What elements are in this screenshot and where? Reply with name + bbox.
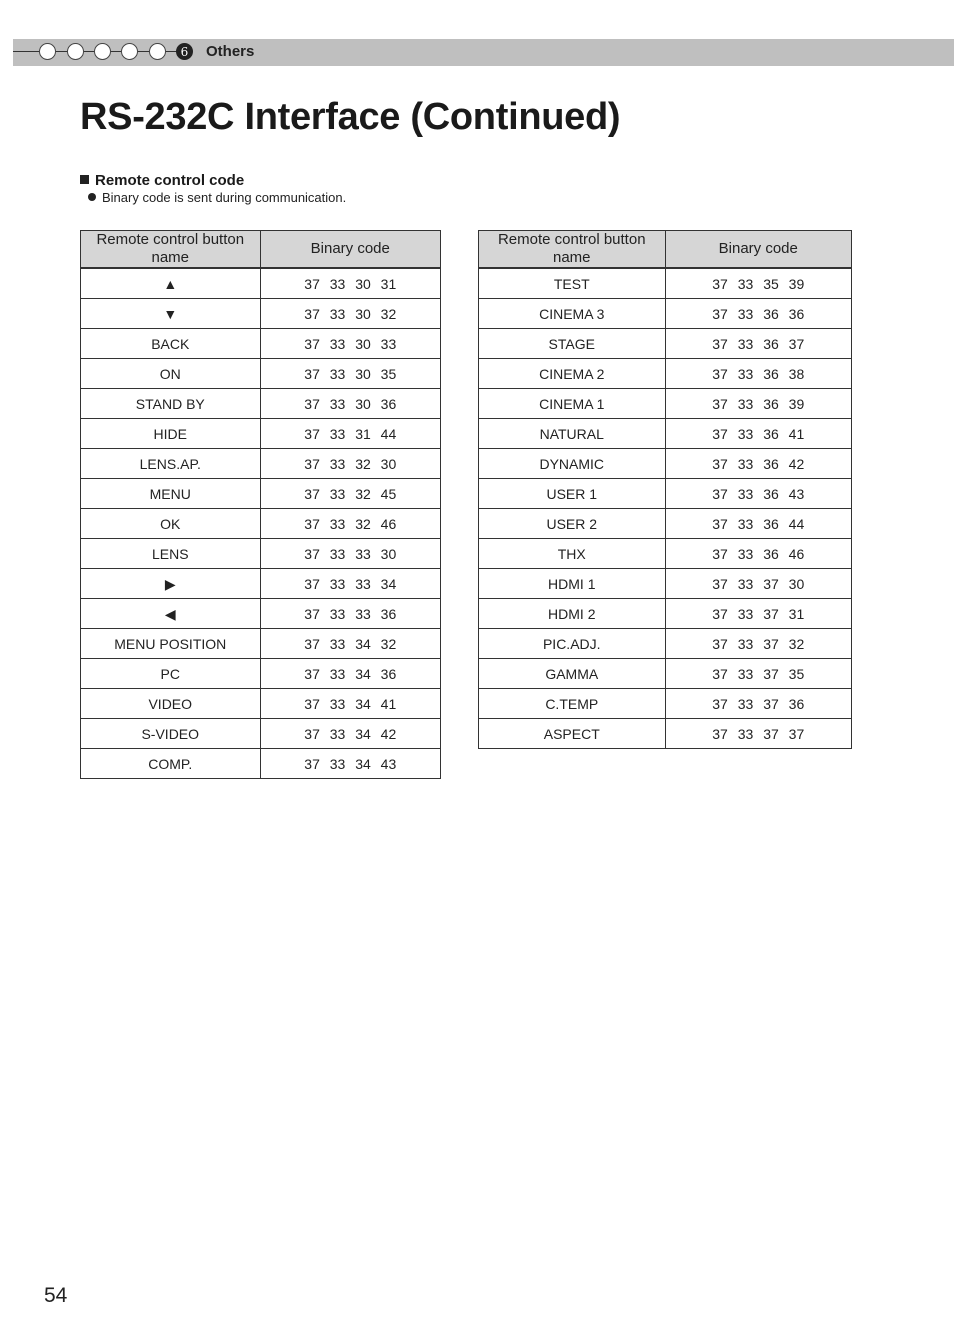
binary-code-cell: 37 33 36 36	[665, 299, 851, 329]
button-name-cell: ▼	[81, 299, 261, 329]
binary-code-cell: 37 33 37 30	[665, 569, 851, 599]
button-name-cell: VIDEO	[81, 689, 261, 719]
button-name-cell: DYNAMIC	[479, 449, 666, 479]
button-name-cell: OK	[81, 509, 261, 539]
binary-code-cell: 37 33 33 30	[260, 539, 440, 569]
button-name-cell: TEST	[479, 268, 666, 299]
binary-code-cell: 37 33 34 36	[260, 659, 440, 689]
binary-code-cell: 37 33 34 42	[260, 719, 440, 749]
table-row	[479, 359, 852, 389]
table-row	[81, 599, 441, 629]
table-row	[479, 389, 852, 419]
table-row	[479, 539, 852, 569]
button-name-cell: LENS.AP.	[81, 449, 261, 479]
table-row	[479, 629, 852, 659]
table-row	[81, 569, 441, 599]
table-row	[479, 659, 852, 689]
table-row	[81, 268, 441, 299]
binary-code-cell: 37 33 36 38	[665, 359, 851, 389]
binary-code-cell: 37 33 34 41	[260, 689, 440, 719]
section-label: Others	[206, 43, 255, 60]
binary-code-cell: 37 33 34 32	[260, 629, 440, 659]
binary-code-cell: 37 33 36 41	[665, 419, 851, 449]
table-row	[81, 479, 441, 509]
binary-code-cell: 37 33 35 39	[665, 268, 851, 299]
remote-code-table-right	[478, 230, 852, 749]
note	[88, 190, 346, 205]
button-name-cell: ASPECT	[479, 719, 666, 749]
binary-code-cell: 37 33 36 39	[665, 389, 851, 419]
button-name-cell: CINEMA 2	[479, 359, 666, 389]
section-step-4-icon	[121, 43, 138, 60]
button-name-cell: ◀	[81, 599, 261, 629]
button-name-cell: NATURAL	[479, 419, 666, 449]
round-bullet-icon	[88, 193, 96, 201]
button-name-cell: PIC.ADJ.	[479, 629, 666, 659]
sub-heading-text: Remote control code	[95, 172, 245, 189]
button-name-cell: USER 1	[479, 479, 666, 509]
button-name-cell: CINEMA 3	[479, 299, 666, 329]
button-name-cell: C.TEMP	[479, 689, 666, 719]
binary-code-cell: 37 33 37 35	[665, 659, 851, 689]
binary-code-cell: 37 33 36 42	[665, 449, 851, 479]
button-name-cell: GAMMA	[479, 659, 666, 689]
button-name-cell: THX	[479, 539, 666, 569]
button-name-cell: ▲	[81, 268, 261, 299]
section-step-1-icon	[39, 43, 56, 60]
button-name-cell: HDMI 1	[479, 569, 666, 599]
binary-code-cell: 37 33 32 45	[260, 479, 440, 509]
section-step-5-icon	[149, 43, 166, 60]
table-row	[81, 629, 441, 659]
button-name-cell: BACK	[81, 329, 261, 359]
table-header-row	[81, 231, 441, 269]
page-title: RS-232C Interface (Continued)	[80, 96, 621, 138]
button-name-cell: MENU POSITION	[81, 629, 261, 659]
binary-code-cell: 37 33 36 37	[665, 329, 851, 359]
table-row	[81, 419, 441, 449]
binary-code-cell: 37 33 33 34	[260, 569, 440, 599]
binary-code-cell: 37 33 33 36	[260, 599, 440, 629]
table-row	[479, 509, 852, 539]
binary-code-cell: 37 33 34 43	[260, 749, 440, 779]
table-row	[81, 389, 441, 419]
column-header-name: Remote control button name	[479, 231, 666, 269]
section-step-3-icon	[94, 43, 111, 60]
table-row	[479, 719, 852, 749]
button-name-cell: STAND BY	[81, 389, 261, 419]
button-name-cell: HDMI 2	[479, 599, 666, 629]
table-row	[81, 719, 441, 749]
section-step-2-icon	[67, 43, 84, 60]
button-name-cell: LENS	[81, 539, 261, 569]
note-text: Binary code is sent during communication.	[102, 190, 347, 205]
button-name-cell: ▶	[81, 569, 261, 599]
section-step-current: 6	[176, 43, 193, 60]
binary-code-cell: 37 33 37 37	[665, 719, 851, 749]
table-row	[479, 599, 852, 629]
table-row	[479, 268, 852, 299]
binary-code-cell: 37 33 30 36	[260, 389, 440, 419]
column-header-code: Binary code	[260, 231, 440, 269]
table-row	[81, 539, 441, 569]
button-name-cell: USER 2	[479, 509, 666, 539]
table-row	[81, 659, 441, 689]
binary-code-cell: 37 33 37 36	[665, 689, 851, 719]
table-row	[81, 449, 441, 479]
button-name-cell: COMP.	[81, 749, 261, 779]
sub-heading	[80, 172, 244, 189]
square-bullet-icon	[80, 175, 89, 184]
table-row	[81, 329, 441, 359]
remote-code-table-left	[80, 230, 441, 779]
binary-code-cell: 37 33 37 32	[665, 629, 851, 659]
table-row	[479, 479, 852, 509]
binary-code-cell: 37 33 36 44	[665, 509, 851, 539]
button-name-cell: S-VIDEO	[81, 719, 261, 749]
binary-code-cell: 37 33 32 30	[260, 449, 440, 479]
binary-code-cell: 37 33 36 46	[665, 539, 851, 569]
binary-code-cell: 37 33 37 31	[665, 599, 851, 629]
button-name-cell: CINEMA 1	[479, 389, 666, 419]
binary-code-cell: 37 33 30 33	[260, 329, 440, 359]
column-header-code: Binary code	[665, 231, 851, 269]
page-number: 54	[44, 1284, 68, 1307]
button-name-cell: ON	[81, 359, 261, 389]
button-name-cell: MENU	[81, 479, 261, 509]
binary-code-cell: 37 33 31 44	[260, 419, 440, 449]
binary-code-cell: 37 33 36 43	[665, 479, 851, 509]
table-row	[81, 689, 441, 719]
button-name-cell: HIDE	[81, 419, 261, 449]
binary-code-cell: 37 33 30 32	[260, 299, 440, 329]
button-name-cell: STAGE	[479, 329, 666, 359]
table-row	[479, 569, 852, 599]
table-row	[479, 449, 852, 479]
table-header-row	[479, 231, 852, 269]
binary-code-cell: 37 33 32 46	[260, 509, 440, 539]
table-row	[479, 329, 852, 359]
table-row	[479, 689, 852, 719]
table-row	[81, 509, 441, 539]
binary-code-cell: 37 33 30 31	[260, 268, 440, 299]
column-header-name: Remote control button name	[81, 231, 261, 269]
table-row	[81, 359, 441, 389]
table-row	[81, 299, 441, 329]
table-row	[479, 299, 852, 329]
table-row	[81, 749, 441, 779]
binary-code-cell: 37 33 30 35	[260, 359, 440, 389]
table-row	[479, 419, 852, 449]
button-name-cell: PC	[81, 659, 261, 689]
